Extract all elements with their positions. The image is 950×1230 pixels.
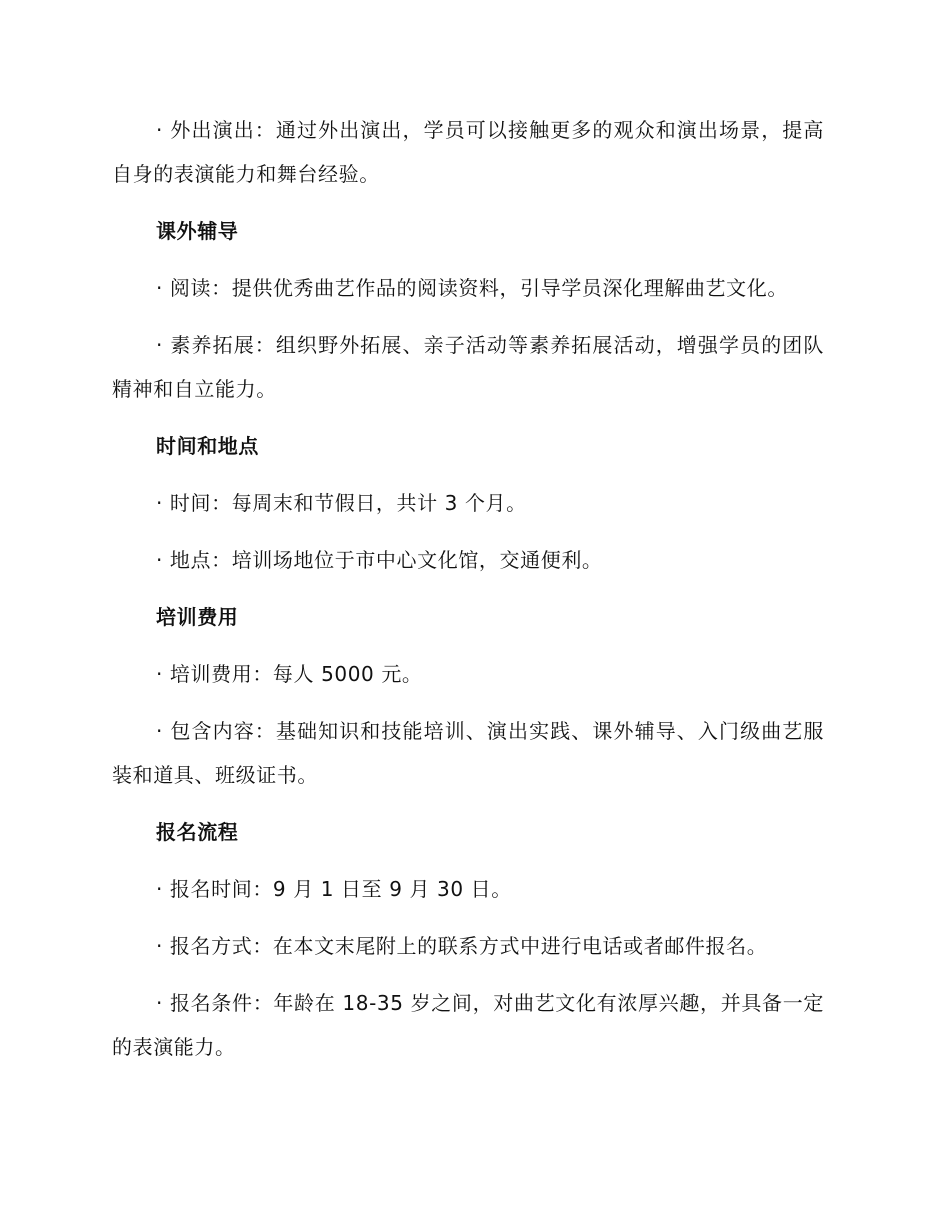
paragraph-included-content: · 包含内容：基础知识和技能培训、演出实践、课外辅导、入门级曲艺服装和道具、班级证书。: [112, 719, 824, 787]
section-heading-fees: 培训费用: [156, 605, 239, 629]
paragraph-registration-time: · 报名时间：9 月 1 日至 9 月 30 日。: [156, 877, 512, 901]
paragraph-reading: · 阅读：提供优秀曲艺作品的阅读资料，引导学员深化理解曲艺文化。: [156, 276, 788, 300]
paragraph-time: · 时间：每周末和节假日，共计 3 个月。: [156, 491, 527, 515]
paragraph-outside-performance: · 外出演出：通过外出演出，学员可以接触更多的观众和演出场景，提高自身的表演能力和舞台经验。: [112, 118, 824, 186]
section-heading-time-place: 时间和地点: [156, 434, 259, 458]
paragraph-fee: · 培训费用：每人 5000 元。: [156, 662, 423, 686]
section-heading-extracurricular: 课外辅导: [156, 219, 239, 243]
document-page: [112, 108, 824, 1082]
paragraph-quality-expansion: · 素养拓展：组织野外拓展、亲子活动等素养拓展活动，增强学员的团队精神和自立能力。: [112, 333, 824, 401]
section-heading-registration: 报名流程: [156, 820, 239, 844]
paragraph-registration-method: · 报名方式：在本文末尾附上的联系方式中进行电话或者邮件报名。: [156, 934, 768, 958]
paragraph-registration-requirements: · 报名条件：年龄在 18-35 岁之间，对曲艺文化有浓厚兴趣，并具备一定的表演能力。: [112, 991, 824, 1059]
paragraph-location: · 地点：培训场地位于市中心文化馆，交通便利。: [156, 548, 603, 572]
